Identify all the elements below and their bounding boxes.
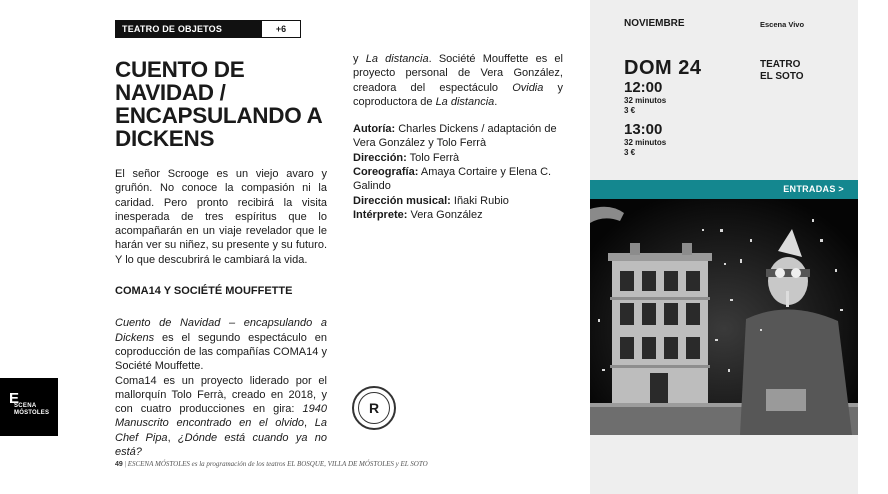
age-rating: +6 — [275, 24, 287, 34]
show-photo — [590, 199, 858, 435]
footer-text: ESCENA MÓSTOLES es la programación de los teatros EL BOSQUE, VILLA DE MÓSTOLES y EL SOTO — [127, 460, 428, 468]
session-time: 12:00 — [624, 79, 663, 96]
description-column — [115, 167, 327, 459]
event-genre: Escena Vivo — [760, 20, 805, 29]
synopsis: El señor Scrooge es un viejo avaro y gruñón. No conoce la compasión ni la caridad. Pero pronto recibirá la visita inesperada de tres espíritus que lo acompañarán en un viaje revelador que le harán ver su niñez, su presente y su futuro. Y lo que descubrirá le cambiará la vida. — [115, 168, 327, 266]
credits-list — [353, 122, 563, 222]
page-number: 49 — [115, 461, 123, 468]
event-day: DOM 24 — [624, 57, 702, 79]
show-photo-illustration — [590, 199, 858, 435]
company-heading: COMA14 Y SOCIÉTÉ MOUFFETTE — [115, 285, 293, 298]
credit-row: Intérprete: Vera González — [353, 208, 483, 221]
credit-row: Dirección: Tolo Ferrà — [353, 151, 460, 164]
page-footer: 49 | ESCENA MÓSTOLES es la programación de los teatros EL BOSQUE, VILLA DE MÓSTOLES y EL SOTO — [115, 460, 428, 468]
about-paragraph-1: Cuento de Navidad – encapsulando a Dickens es el segundo espectáculo en coproducción de las compañías COMA14 y Société Mouffette. — [115, 317, 327, 373]
session-price: 3 € — [624, 105, 636, 115]
seal-letter: R — [358, 392, 390, 424]
session-2 — [624, 122, 666, 157]
credit-row: Dirección musical: Iñaki Rubio — [353, 194, 509, 207]
continued-work-title: ¿Dónde está cuando ya no está? — [115, 431, 327, 459]
escena-mostoles-logo: E SCENA MÓSTOLES — [0, 378, 58, 436]
category-tag — [115, 20, 301, 38]
session-duration: 32 minutos — [624, 96, 667, 105]
category-label: TEATRO DE OBJETOS — [116, 21, 262, 37]
session-duration: 32 minutos — [624, 138, 667, 147]
event-venue: TEATRO EL SOTO — [760, 59, 804, 82]
credits-column — [353, 52, 563, 222]
show-title: CUENTO DE NAVIDAD / ENCAPSULANDO A DICKENS — [115, 57, 322, 151]
session-price: 3 € — [624, 147, 636, 157]
show-title-italic: Cuento de Navidad – encapsulando a Dickens — [115, 317, 327, 344]
credit-row: Autoría: Charles Dickens / adaptación de Vera González y Tolo Ferrà — [353, 123, 557, 150]
session-time: 13:00 — [624, 121, 663, 138]
event-month: NOVIEMBRE — [624, 18, 685, 29]
about-paragraph-2-continued: y La distancia. Société Mouffette es el proyecto personal de Vera González, creadora del espectáculo Ovidia y coproductora de La distancia. — [353, 53, 564, 108]
credit-row: Coreografía: Amaya Cortaire y Elena C. Galindo — [353, 166, 552, 193]
session-1 — [624, 80, 666, 115]
about-paragraph-2: Coma14 es un proyecto liderado por el mallorquín Tolo Ferrà, creado en 2018, y con cuatro producciones en gira: 1940 Manuscrito encontrado en el olvido, La Chef Pipa, ¿Dónde está cuando ya no está? — [115, 374, 327, 459]
recommended-seal — [352, 386, 396, 430]
event-info-panel — [590, 0, 858, 494]
tickets-button[interactable]: ENTRADAS > — [590, 180, 858, 199]
